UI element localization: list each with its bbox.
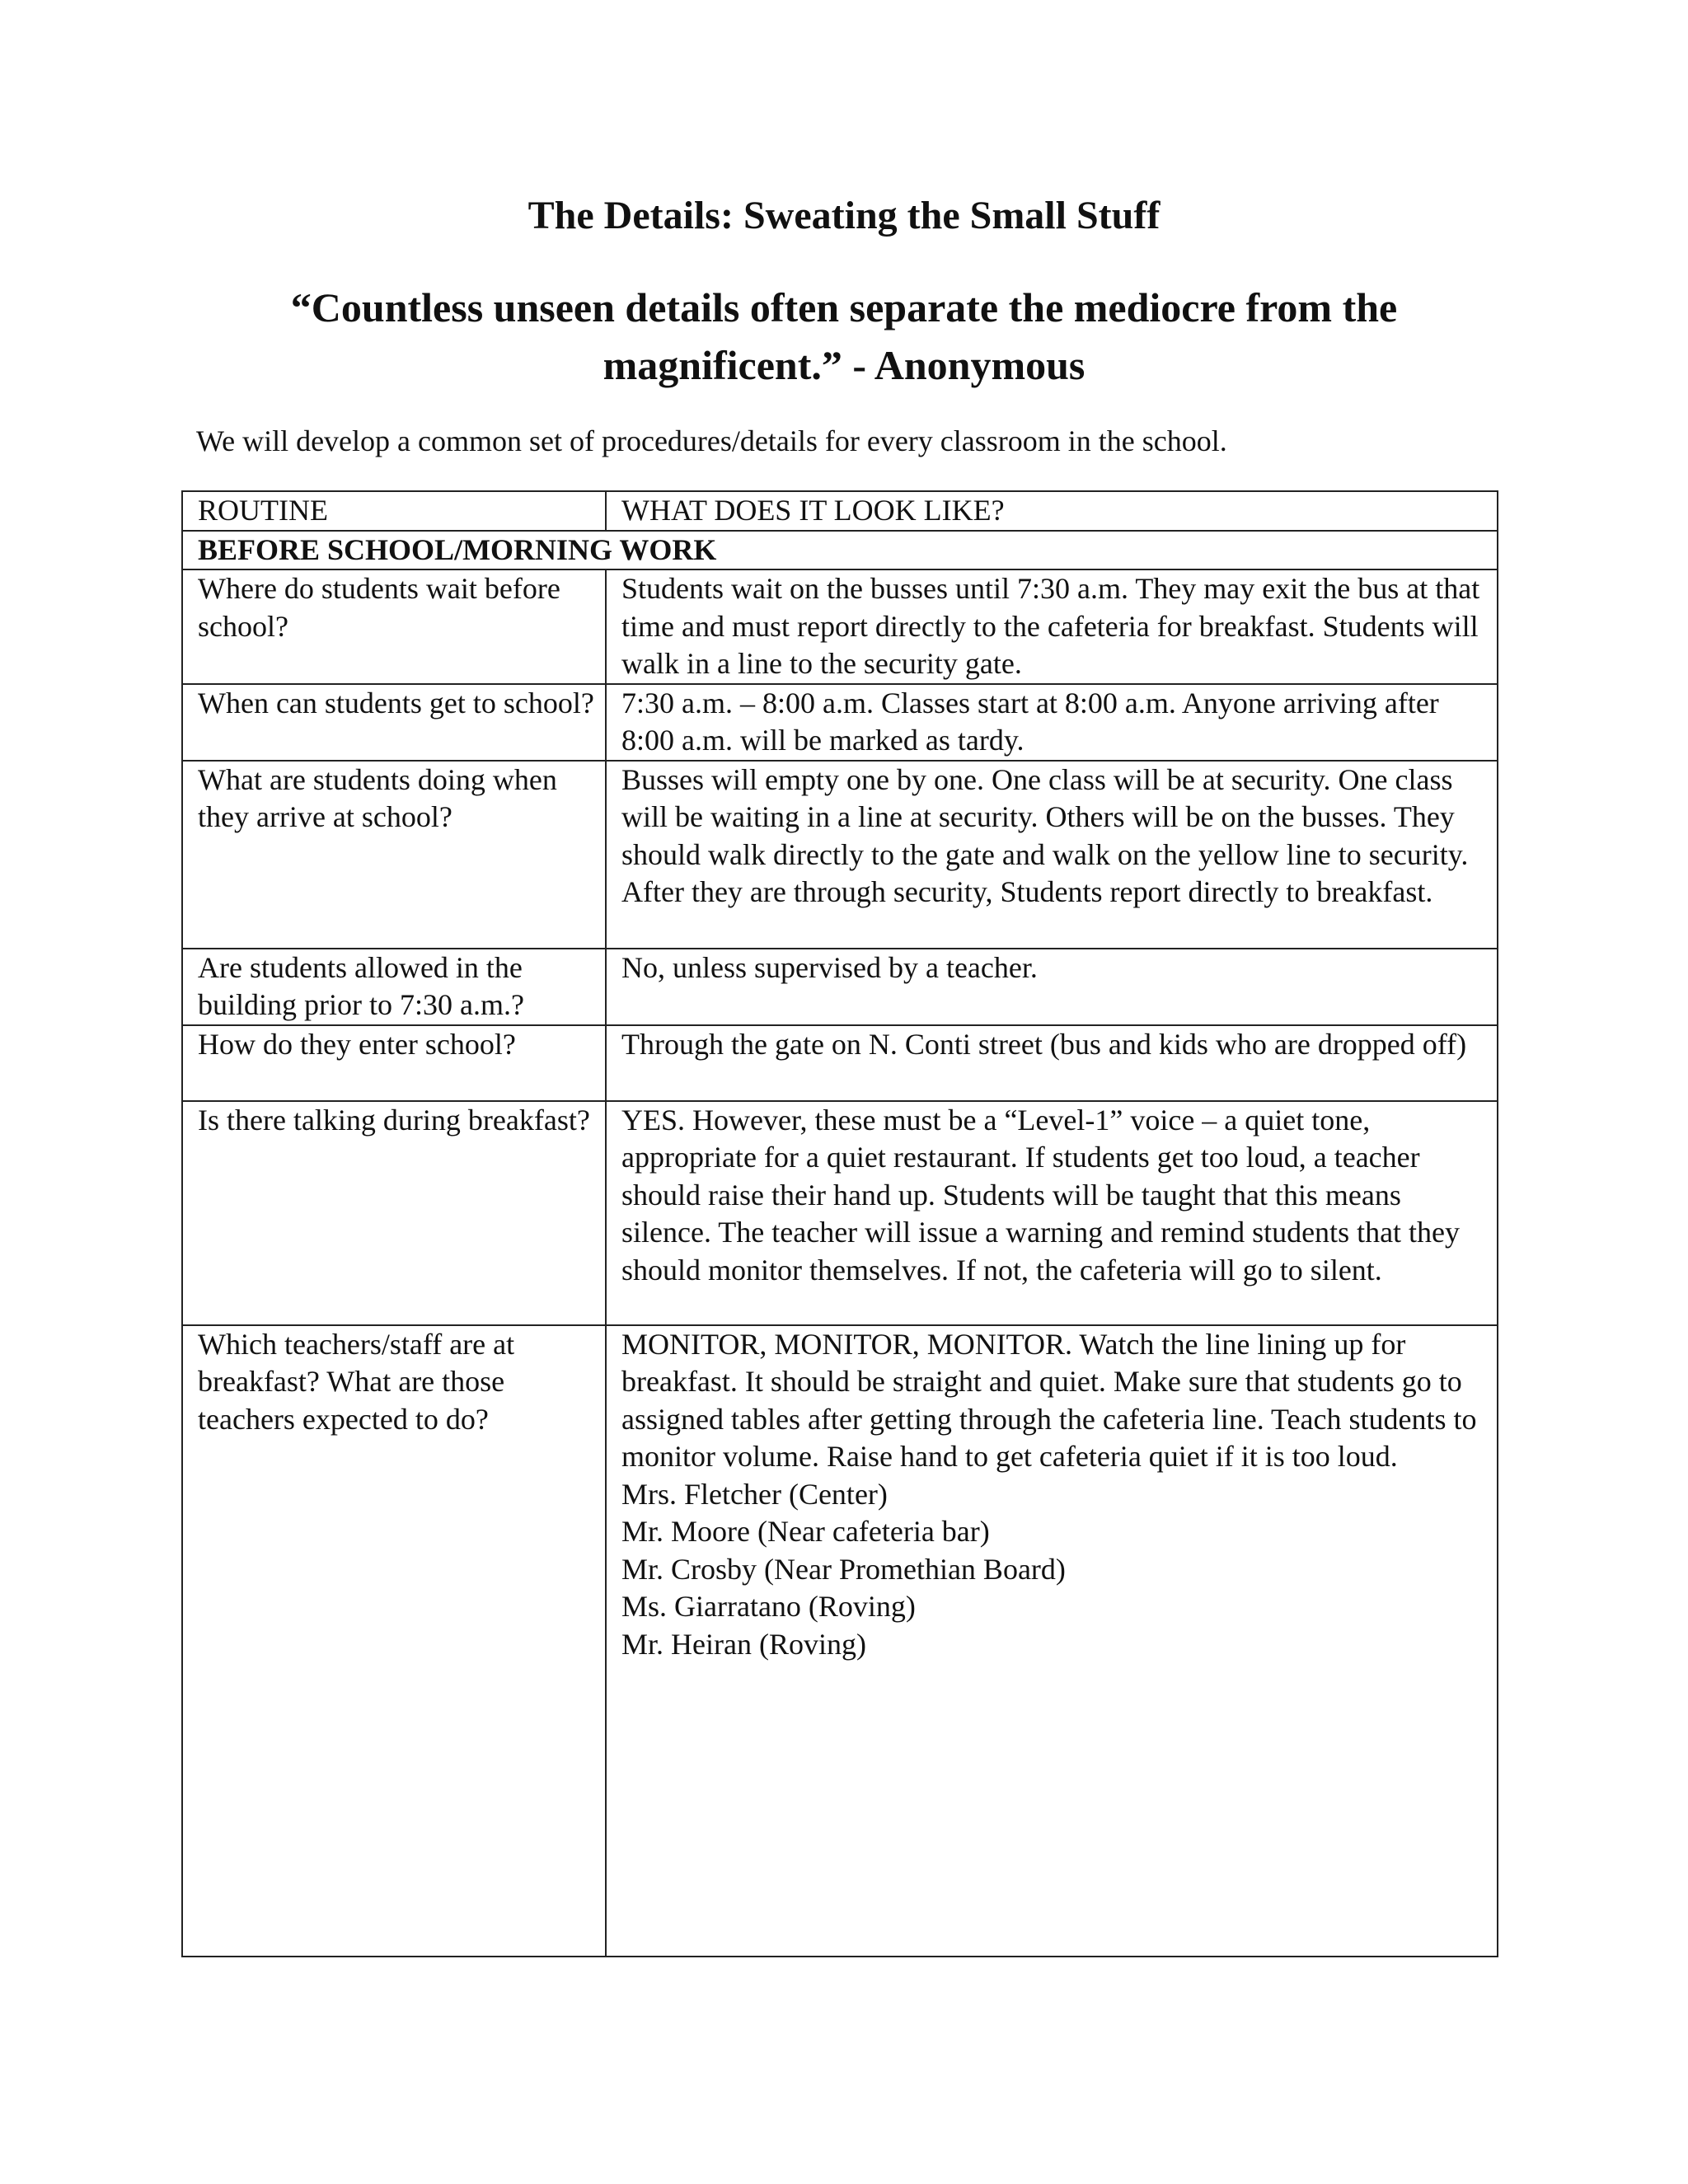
routine-question: Are students allowed in the building prior to 7:30 a.m.? [182,949,606,1025]
document-title: The Details: Sweating the Small Stuff [528,194,1160,237]
routine-answer-with-staff [606,1325,1498,1957]
routines-table [181,490,1498,1957]
table-row [182,1101,1498,1325]
routine-answer: 7:30 a.m. – 8:00 a.m. Classes start at 8:00 a.m. Anyone arriving after 8:00 a.m. will be marked as tardy. [606,684,1498,761]
routine-answer: YES. However, these must be a “Level-1” voice – a quiet tone, appropriate for a quiet restaurant. If students get too loud, a teacher should raise their hand up. Students will be taught that this means silence. The teacher will issue a warning and remind students that they should monitor themselves. If not, the cafeteria will go to silent. [606,1101,1498,1325]
routine-answer: Through the gate on N. Conti street (bus and kids who are dropped off) [606,1025,1498,1101]
intro-paragraph: We will develop a common set of procedures/details for every classroom in the school. [196,424,1227,457]
staff-item: Mr. Heiran (Roving) [621,1627,866,1661]
table-row [182,684,1498,761]
routine-question: Where do students wait before school? [182,569,606,684]
routine-question: Which teachers/staff are at breakfast? What are those teachers expected to do? [182,1325,606,1957]
routine-question: How do they enter school? [182,1025,606,1101]
header-routine: ROUTINE [182,491,606,531]
table-header-row [182,491,1498,531]
header-what-does-it-look-like: WHAT DOES IT LOOK LIKE? [606,491,1498,531]
routine-answer: Busses will empty one by one. One class will be at security. One class will be waiting in a line at security. Others will be on the busses. They should walk directly to the gate and walk on the yellow line to security. After they are through security, Students report directly to breakfast. [606,761,1498,949]
table-row [182,1325,1498,1957]
staff-item: Mr. Moore (Near cafeteria bar) [621,1515,990,1548]
routine-question: What are students doing when they arrive at school? [182,761,606,949]
routine-answer: No, unless supervised by a teacher. [606,949,1498,1025]
section-row [182,531,1498,570]
routine-answer: Students wait on the busses until 7:30 a.m. They may exit the bus at that time and must report directly to the cafeteria for breakfast. Students will walk in a line to the security gate. [606,569,1498,684]
table-row [182,949,1498,1025]
routine-answer: MONITOR, MONITOR, MONITOR. Watch the line lining up for breakfast. It should be straight and quiet. Make sure that students go to assigned tables after getting through the cafeteria line. Teach students to monitor volume. Raise hand to get cafeteria quiet if it is too loud. [621,1327,1477,1473]
staff-item: Mrs. Fletcher (Center) [621,1477,888,1511]
table-row [182,569,1498,684]
table-row [182,761,1498,949]
section-title: BEFORE SCHOOL/MORNING WORK [182,531,1498,570]
table-row [182,1025,1498,1101]
document-quote: “Countless unseen details often separate the mediocre from the magnificent.” - Anonymous [290,284,1398,388]
routine-question: When can students get to school? [182,684,606,761]
staff-item: Ms. Giarratano (Roving) [621,1590,916,1623]
staff-item: Mr. Crosby (Near Promethian Board) [621,1552,1066,1586]
routine-question: Is there talking during breakfast? [182,1101,606,1325]
